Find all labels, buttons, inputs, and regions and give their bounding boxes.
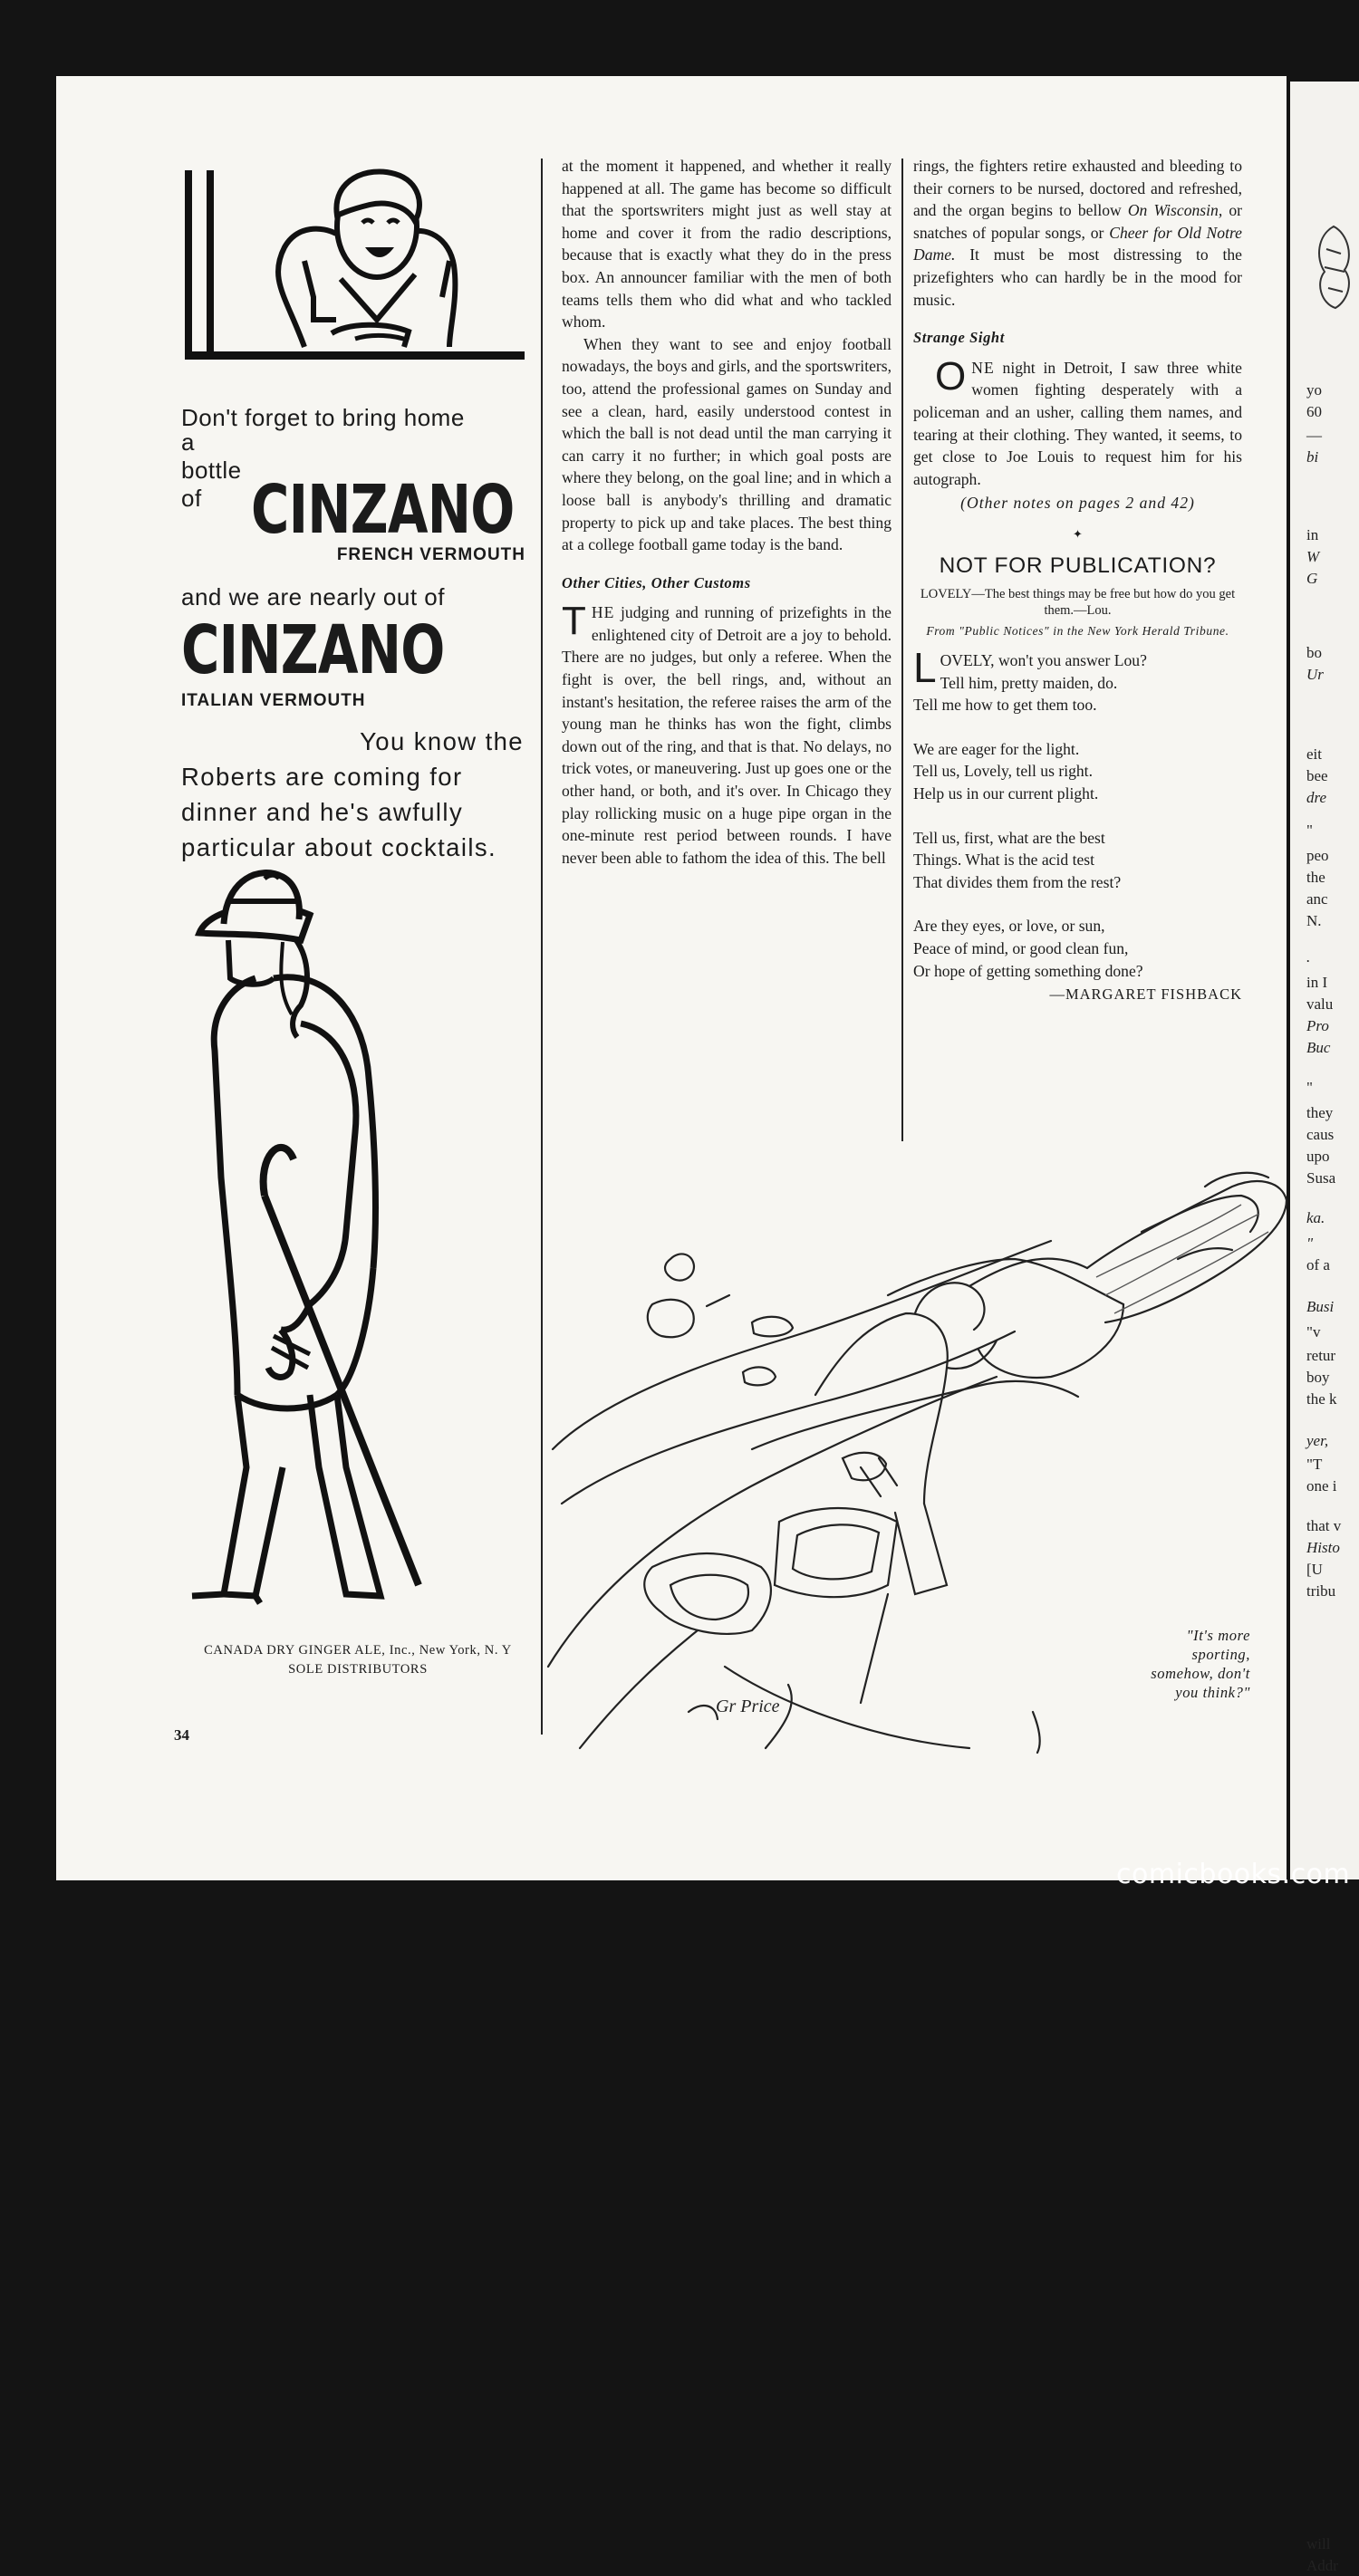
adjacent-page-text: G [1306,570,1318,587]
caption-line: "It's more [1186,1627,1250,1644]
adjacent-page-text: Susa [1306,1169,1336,1187]
adjacent-page-text: the k [1306,1390,1337,1408]
poem-line: Tell me how to get them too. [913,696,1097,715]
poem-stanza [913,738,1242,805]
adjacent-page-text: Ur [1306,666,1324,683]
article-text: It must be most distressing to the prizefighters who can hardly be in the mood for music. [913,245,1242,309]
ad-brand-2: CINZANO [181,611,445,689]
article-text: night in Detroit, I saw three white women fighting desperately with a policeman and an usher, calling them names, and tearing at their clothing. They wanted, it seems, to get close to Joe Louis to request him for his autograph. [913,358,1242,488]
poem-title: NOT FOR PUBLICATION? [939,553,1217,578]
poem-line: Things. What is the acid test [913,851,1095,870]
ad-credit-line: SOLE DISTRIBUTORS [288,1662,428,1677]
drop-cap: O [935,353,967,399]
ad-copy-line: Roberts are coming for [181,763,463,791]
adjacent-page-text: that v [1306,1517,1342,1534]
caption-line: sporting, [1191,1646,1250,1663]
section-heading: Other Cities, Other Customs [562,573,751,591]
column-rule [901,159,903,1141]
poem-signature: —MARGARET FISHBACK [1049,985,1242,1004]
article-paragraph [562,601,892,869]
adjacent-page-text: . [1306,948,1311,966]
poem-line: That divides them from the rest? [913,872,1122,891]
adjacent-page-text: bi [1306,448,1319,466]
adjacent-page-text: the [1306,869,1325,886]
ad-credit [172,1641,544,1679]
ornament-illustration [1308,217,1359,317]
ad-line-1: Don't forget to bring home [181,404,465,431]
adjacent-page-text: will [1306,2535,1331,2552]
adjacent-page-text: bo [1306,644,1322,661]
article-paragraph: When they want to see and enjoy football nowadays, the boys and girls, and the sportswriters, too, attend the professional games on Sunday and see a clean, hard, easily understood contest in which the ball is not dead until the man carrying it can carry it no further; in which goal posts are where they belong, on the goal line; and in which a loose ball is anybody's thrilling and dramatic property to pick up and take places. The best thing at a college football game today is the band. [562,334,892,554]
article-paragraph [913,353,1242,491]
adjacent-page-text: yer, [1306,1432,1329,1449]
adjacent-page-text: 60 [1306,403,1322,420]
window-woman-illustration [178,161,531,370]
ad-copy-line: dinner and he's awfully [181,798,464,826]
article-paragraph: at the moment it happened, and whether it really happened at all. The game has become so difficult that the sportswriters might just as well stay at home and cover it from the radio descriptions, because that is exactly what they do in the press box. An announcer familiar with the men of both teams tells them who did what and who tackled whom. [562,157,892,332]
song-title: On Wisconsin, [1127,201,1223,220]
lead-word: NE [971,358,995,377]
adjacent-page-text: anc [1306,890,1328,908]
page-number: 34 [174,1726,189,1744]
caption-line: you think?" [1175,1684,1250,1701]
poem-line: Are they eyes, or love, or sun, [913,917,1105,936]
poem-line: Tell him, pretty maiden, do. [940,673,1118,692]
adjacent-page-text: caus [1306,1126,1335,1143]
adjacent-page-text: retur [1306,1347,1336,1364]
adjacent-page-text: tribu [1306,1582,1336,1600]
adjacent-page-text: — [1306,427,1322,444]
poem-line: Help us in our current plight. [913,784,1099,803]
poem-stanza [913,827,1242,894]
poem-line: Tell us, first, what are the best [913,828,1105,847]
poem-stanza [913,644,1242,716]
poem-line: Or hope of getting something done? [913,961,1143,980]
adjacent-page-text: N. [1306,912,1322,929]
song-title: Cheer for Old Notre Dame. [913,223,1242,264]
drop-cap: T [562,599,586,644]
adjacent-page-text: dre [1306,789,1327,806]
caption-line: somehow, don't [1151,1665,1250,1682]
source-watermark: comicbooks.com [1116,1859,1351,1890]
poem-line: Tell us, Lovely, tell us right. [913,762,1093,781]
adjacent-page-text: peo [1306,847,1329,864]
adjacent-page-text: one i [1306,1477,1337,1495]
cinzano-advertisement [181,404,525,865]
adjacent-page-text: boy [1306,1369,1330,1386]
cartoon-caption [1123,1626,1250,1702]
adjacent-page-text: eit [1306,745,1322,763]
article-column-2 [913,155,1242,1006]
adjacent-page-text: valu [1306,995,1334,1013]
adjacent-page-text: bee [1306,767,1328,784]
article-text: rings, the fighters retire exhausted and bleeding to their corners to be nursed, doctored and refreshed, and the organ begins to bellow [913,157,1242,220]
ad-sub-1: FRENCH VERMOUTH [336,545,525,564]
adjacent-page-text: in I [1306,974,1328,991]
adjacent-page-text: "v [1306,1323,1321,1341]
ad-brand-1: CINZANO [250,471,515,549]
adjacent-page-edge [1290,82,1359,2574]
adjacent-page-text: Histo [1306,1539,1340,1556]
poem [913,644,1242,982]
adjacent-page-text: "T [1306,1456,1323,1473]
quote-source: From "Public Notices" in the New York Herald Tribune. [926,624,1229,639]
adjacent-page-text: upo [1306,1148,1330,1165]
adjacent-page-text: Addr [1306,2557,1338,2574]
column-rule [541,159,543,1735]
ad-line-2: a bottle of [181,428,242,512]
ad-line-3: and we are nearly out of [181,583,445,610]
section-heading: Strange Sight [913,329,1005,347]
poem-stanza [913,915,1242,982]
article-column-1 [562,155,892,869]
article-paragraph [913,155,1242,311]
poem-line: We are eager for the light. [913,739,1080,758]
cartoonist-signature: Gr Price [716,1697,780,1716]
adjacent-page-text: ka. [1306,1209,1325,1226]
quoted-notice: LOVELY—The best things may be free but how do you get them.—Lou. [920,587,1236,619]
ad-credit-line: CANADA DRY GINGER ALE, Inc., New York, N. Y [204,1643,512,1658]
ad-sub-2: ITALIAN VERMOUTH [181,691,366,710]
adjacent-page-text: Busi [1306,1298,1335,1315]
adjacent-page-text: they [1306,1104,1334,1121]
drop-cap: L [913,644,937,692]
adjacent-page-text: " [1306,1235,1314,1252]
adjacent-page-text: W [1306,548,1320,565]
ad-copy-line: particular about cocktails. [181,833,497,861]
adjacent-page-text: " [1306,1079,1313,1096]
page-notes: (Other notes on pages 2 and 42) [960,494,1195,513]
adjacent-page-text: Pro [1306,1017,1329,1034]
adjacent-page-text: Buc [1306,1039,1331,1056]
adjacent-page-text: in [1306,526,1319,543]
divider-ornament: ✦ [1073,526,1083,541]
adjacent-page-text: yo [1306,381,1322,399]
adjacent-page-text: of a [1306,1256,1330,1274]
ad-copy-line: You know the [360,727,524,755]
lead-word: HE [591,603,615,622]
adjacent-page-text: " [1306,822,1313,839]
poem-line-text: OVELY, won't you answer Lou? [940,651,1147,670]
article-text: or snatches of popular songs, or [913,201,1242,242]
adjacent-page-text: [U [1306,1561,1323,1578]
man-with-cane-illustration [174,833,554,1630]
poem-line: Peace of mind, or good clean fun, [913,939,1129,958]
article-text: judging and running of prizefights in the enlightened city of Detroit are a joy to behold. There are no judges, but only a referee. When the fight is over, the bell rings, and, without an instant's hesitation, the referee raises the arm of the young man he thinks has won the fight, climbs down out of the ring, and that is that. No delays, no trick votes, or maneuvering. Just up goes one or the other hand, or both, and it's over. In Chicago they play rollicking music on a huge pipe organ in the one-minute rest period between rounds. I have never been able to fathom the idea of this. The bell [562,603,892,867]
